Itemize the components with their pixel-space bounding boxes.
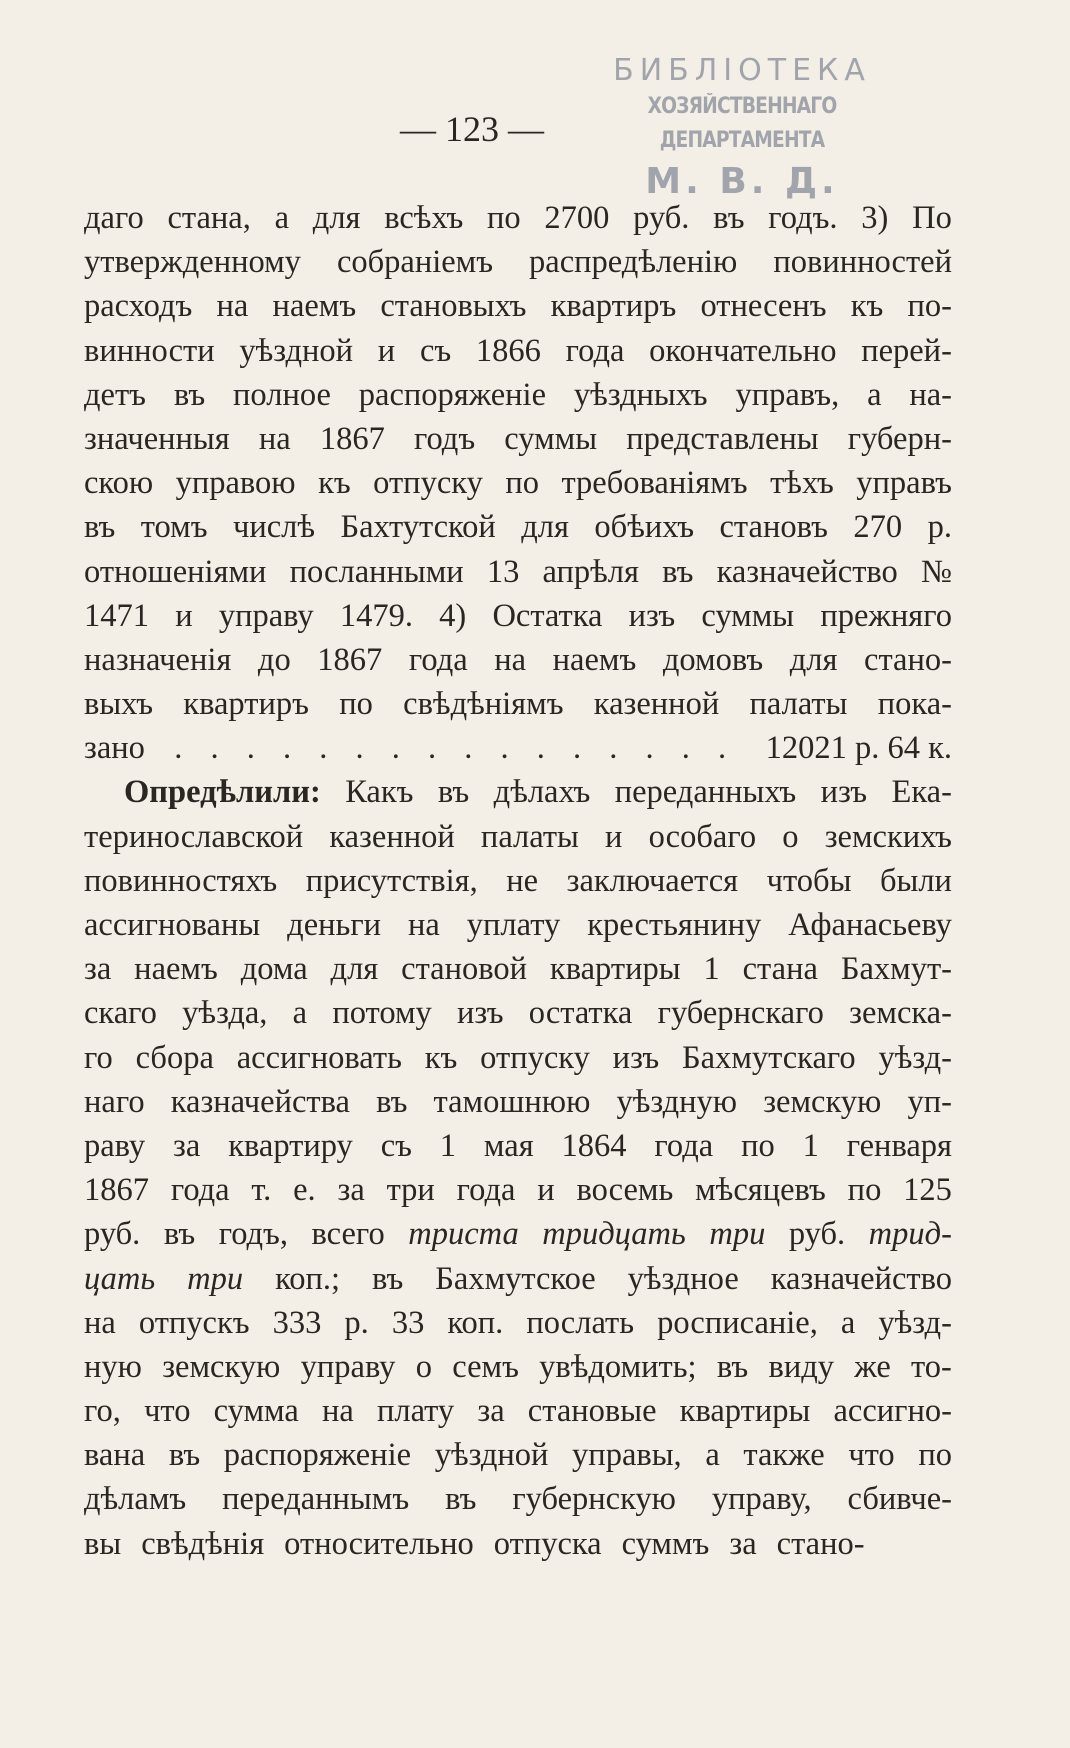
word: суммъ (621, 1525, 710, 1562)
word: 1867 (317, 641, 383, 678)
word: свѣдѣніямъ (403, 686, 564, 723)
word: полное (233, 376, 331, 413)
word: а (292, 995, 308, 1032)
word: винности (84, 332, 215, 369)
word: тридцать (542, 1216, 686, 1253)
word: года (408, 641, 468, 678)
word: что (848, 1437, 895, 1474)
word: изъ (820, 774, 868, 811)
word: на (258, 420, 291, 457)
word: уѣзда, (182, 995, 268, 1032)
text-line (84, 1522, 952, 1566)
word: заключается (566, 862, 739, 899)
word: палаты (480, 818, 579, 855)
word: 1471 (84, 597, 149, 634)
text-line (84, 550, 952, 594)
word: распоряженіе (358, 376, 547, 413)
word: е. (293, 1172, 316, 1209)
word: 1 (439, 1127, 457, 1164)
word: въ (163, 1216, 196, 1253)
word: въ (168, 1437, 201, 1474)
word: ассигно- (833, 1393, 952, 1430)
word: р. (927, 509, 952, 546)
word: тѣхъ (770, 465, 834, 502)
word: томъ (140, 509, 208, 546)
word: уплату (466, 907, 561, 943)
word: По (912, 200, 952, 236)
word: выхъ (84, 686, 153, 723)
word: генваря (846, 1127, 952, 1164)
word: раву (84, 1127, 146, 1164)
word: также (743, 1437, 825, 1474)
word: на (216, 288, 249, 325)
word: и (537, 1172, 555, 1209)
word: распредѣленію (529, 244, 738, 281)
word: вана (84, 1437, 146, 1474)
word: 1867 (84, 1172, 149, 1209)
word: свѣдѣнія (141, 1525, 265, 1562)
word: цать (84, 1260, 156, 1297)
word: 33 (391, 1304, 425, 1341)
text-line (84, 1257, 952, 1301)
word: семъ (452, 1348, 519, 1385)
word: уѣздную (616, 1083, 738, 1120)
word: утвержденному (84, 244, 301, 281)
text-line (84, 1477, 952, 1521)
text-line (84, 594, 952, 638)
word: съ (380, 1127, 412, 1164)
word: 1 (802, 1127, 819, 1164)
text-line (84, 1389, 952, 1433)
word: присутствія, (305, 862, 478, 899)
word: перей- (861, 332, 952, 369)
word: для (521, 509, 569, 546)
word: же (854, 1348, 891, 1385)
word: по (487, 200, 521, 236)
word: по (741, 1127, 775, 1164)
word: для (312, 200, 361, 236)
word: прежняго (820, 597, 952, 634)
word: 2700 (544, 200, 610, 236)
word: ассигнованы (84, 907, 261, 943)
word: три (187, 1260, 244, 1297)
word: становъ (719, 509, 828, 546)
word: Опредѣлили: (124, 774, 321, 811)
word: всего (311, 1216, 385, 1253)
word: годъ (413, 420, 476, 457)
word: казначейство (770, 1260, 952, 1297)
word: и (377, 332, 396, 369)
word: управою (175, 465, 296, 502)
word: окончательно (649, 332, 837, 369)
word: въ (84, 509, 116, 546)
word: р. (344, 1304, 369, 1341)
word: казенной (329, 818, 455, 855)
word: повинностяхъ (84, 862, 278, 899)
text-line (84, 1080, 952, 1124)
word: трид- (868, 1216, 952, 1253)
word: коп.; (275, 1260, 340, 1297)
word: коп. (447, 1304, 504, 1341)
text-line (84, 461, 952, 505)
text-line (84, 1345, 952, 1389)
word: увѣдомить; (539, 1348, 697, 1385)
word: 1 (703, 951, 720, 988)
word: на (494, 641, 527, 678)
word: Бахмутскаго (681, 1039, 856, 1076)
text-line (84, 417, 952, 461)
word: 12021 р. 64 к. (765, 730, 952, 767)
word: а (867, 376, 882, 413)
word: Афанасьеву (788, 907, 952, 943)
word: Бахтутской (340, 509, 496, 546)
word: 1479. (339, 597, 413, 634)
word: изъ (628, 597, 676, 634)
word: на (408, 907, 440, 943)
word: о (782, 818, 799, 855)
word: на (321, 1393, 354, 1430)
word: по (339, 686, 373, 723)
word: были (879, 862, 952, 899)
text-line (84, 329, 952, 373)
word: земскихъ (824, 818, 952, 855)
word: пока- (877, 686, 952, 723)
word: въ (173, 376, 206, 413)
word: отношеніями (84, 553, 267, 590)
word: уп- (907, 1083, 952, 1120)
word: мая (483, 1127, 534, 1164)
word: земскую (162, 1348, 281, 1385)
word: 1864 (561, 1127, 627, 1164)
word: т. (251, 1172, 272, 1209)
word: ную (84, 1348, 142, 1385)
word: 270 (853, 509, 903, 546)
word: года (170, 1172, 230, 1209)
word: дѣлахъ (493, 774, 591, 811)
word: для (330, 951, 379, 988)
word: суммы (504, 420, 598, 457)
word: обѣихъ (594, 509, 695, 546)
word: го (84, 1039, 113, 1076)
text-line (84, 638, 952, 682)
word: становые (527, 1393, 657, 1430)
word: уѣздныхъ (573, 376, 708, 413)
word: къ (850, 288, 884, 325)
word: въ (376, 1083, 408, 1120)
word: земска- (849, 995, 952, 1032)
word: управъ (856, 465, 952, 502)
word: Бахмутское (435, 1260, 596, 1297)
word: казенной (593, 686, 720, 723)
word: домовъ (662, 641, 764, 678)
word: триста (408, 1216, 519, 1253)
word: а (274, 200, 290, 236)
word: числѣ (233, 509, 316, 546)
word: чтобы (766, 862, 852, 899)
word: а (705, 1437, 720, 1474)
word: 1866 (475, 332, 541, 369)
word: всѣхъ (384, 200, 464, 236)
word: изъ (457, 995, 504, 1032)
word: отпускъ (138, 1304, 250, 1341)
word: уѣзд- (878, 1304, 952, 1341)
word: Какъ (345, 774, 414, 811)
text-line (84, 505, 952, 549)
text-line (84, 196, 952, 240)
word: и (605, 818, 623, 855)
word: наемъ (134, 951, 218, 988)
word: руб. (633, 200, 690, 236)
word: ассигновать (236, 1039, 402, 1076)
word: къ (318, 465, 351, 502)
word: стана (742, 951, 818, 988)
text-line (84, 1212, 952, 1256)
text-line (84, 947, 952, 991)
word: становой (401, 951, 528, 988)
word: назначенія (84, 641, 232, 678)
word: за (729, 1525, 757, 1562)
word: стано- (776, 1525, 865, 1562)
word: квартиръ (183, 686, 309, 723)
word: не (506, 862, 539, 899)
word: а (840, 1304, 856, 1341)
word: за (337, 1172, 365, 1209)
word: 1867 (319, 420, 385, 457)
stamp-line-3: М. В. Д. (645, 161, 839, 202)
word: въ (713, 200, 745, 236)
word: отнесенъ (700, 288, 827, 325)
word: земскую (763, 1083, 882, 1120)
word: тамошнюю (433, 1083, 591, 1120)
word: Бахмут- (840, 951, 952, 988)
word: значенныя (84, 420, 230, 457)
text-line (84, 682, 952, 726)
word: деньги (287, 907, 382, 943)
word: три (386, 1172, 435, 1209)
word: скаго (84, 995, 157, 1032)
text-line (84, 1301, 952, 1345)
word: управу, (711, 1481, 812, 1518)
word: по (505, 465, 539, 502)
word: апрѣля (542, 553, 639, 590)
word: теринославской (84, 818, 304, 855)
word: въ (662, 553, 694, 590)
word: стано- (864, 641, 952, 678)
word: дѣламъ (84, 1481, 187, 1518)
word: квартиру (228, 1127, 353, 1164)
word: распоряженіе (223, 1437, 412, 1474)
word: требованіямъ (561, 465, 748, 502)
word: № (920, 553, 952, 590)
text-line (84, 1124, 952, 1168)
word: въ (445, 1481, 477, 1518)
word: Ека- (891, 774, 952, 811)
word: къ (424, 1039, 458, 1076)
body-text (84, 196, 952, 1566)
word: за (84, 951, 112, 988)
word: по (847, 1172, 882, 1209)
word: крестьянину (587, 907, 762, 943)
word: квартиръ (550, 288, 677, 325)
word: наемъ (552, 641, 637, 678)
word: зано (84, 730, 145, 767)
word: виду (768, 1348, 835, 1385)
word: становыхъ (380, 288, 527, 325)
word: годъ, (218, 1216, 288, 1253)
word: за (477, 1393, 505, 1430)
word: представлены (626, 420, 819, 457)
word: повинностей (773, 244, 952, 281)
word: о (415, 1348, 432, 1385)
text-line (84, 903, 952, 947)
word: губернскаго (657, 995, 824, 1032)
word: руб. (788, 1216, 846, 1253)
page-number: — 123 — (400, 109, 544, 149)
word: до (257, 641, 291, 678)
text-line (84, 815, 952, 859)
library-stamp (572, 52, 912, 206)
word: детъ (84, 376, 146, 413)
word: собраніемъ (336, 244, 494, 281)
word: переданнымъ (222, 1481, 410, 1518)
word: дома (240, 951, 308, 988)
text-line (84, 726, 952, 770)
word: уѣздное (627, 1260, 739, 1297)
word: потому (332, 995, 432, 1032)
word: 3) (861, 200, 889, 236)
word: губернскую (512, 1481, 676, 1518)
word: года (654, 1127, 714, 1164)
word: сбора (135, 1039, 214, 1076)
word: что (144, 1393, 191, 1430)
word: въ (371, 1260, 404, 1297)
word: мѣсяцевъ (695, 1172, 826, 1209)
word: годъ. (768, 200, 838, 236)
word: управъ, (735, 376, 840, 413)
word: скою (84, 465, 154, 502)
word: за (173, 1127, 201, 1164)
word: переданныхъ (614, 774, 797, 811)
word: расходъ (84, 288, 193, 325)
word: на- (909, 376, 952, 413)
word: и (175, 597, 193, 634)
word: 4) (439, 597, 467, 634)
word: для (789, 641, 838, 678)
word: года (456, 1172, 516, 1209)
word: руб. (84, 1216, 141, 1253)
word: три (709, 1216, 766, 1253)
word: 13 (486, 553, 520, 590)
word: уѣздной (434, 1437, 549, 1474)
stamp-line-1: БИБЛІОТЕКА (613, 53, 871, 88)
word: го, (84, 1393, 121, 1430)
word: плату (376, 1393, 455, 1430)
text-line (84, 1433, 952, 1477)
word: губерн- (847, 420, 952, 457)
word: суммы (701, 597, 795, 634)
word: стана, (167, 200, 251, 236)
word: восемь (576, 1172, 674, 1209)
word: Остатка (492, 597, 603, 634)
word: росписаніе, (657, 1304, 818, 1341)
word: на (84, 1304, 116, 1341)
text-line (84, 1168, 952, 1212)
word: казначейства (170, 1083, 350, 1120)
word: уѣзд- (878, 1039, 952, 1076)
word: управы, (572, 1437, 682, 1474)
word: особаго (648, 818, 757, 855)
word: казначейство (716, 553, 898, 590)
word: наго (84, 1083, 145, 1120)
word: . . . . . . . . . . . . . . . . (174, 730, 737, 767)
text-line (84, 1036, 952, 1080)
word: палаты (749, 686, 848, 723)
word: то- (911, 1348, 952, 1385)
text-line (84, 770, 952, 814)
word: 333 (272, 1304, 322, 1341)
word: по- (907, 288, 952, 325)
word: въ (716, 1348, 749, 1385)
word: относительно (284, 1525, 474, 1562)
word: съ (419, 332, 452, 369)
word: даго (84, 200, 144, 236)
word: управу (300, 1348, 396, 1385)
word: вы (84, 1525, 122, 1562)
word: управу (218, 597, 314, 634)
text-line (84, 991, 952, 1035)
text-line (84, 240, 952, 284)
text-line (84, 373, 952, 417)
word: послать (526, 1304, 635, 1341)
word: уѣздной (239, 332, 354, 369)
text-line (84, 859, 952, 903)
stamp-line-2: ХОЗЯЙСТВЕННАГО ДЕПАРТАМЕНТА (647, 94, 837, 153)
word: квартиры (679, 1393, 811, 1430)
word: отпуска (493, 1525, 602, 1562)
word: сумма (213, 1393, 299, 1430)
word: въ (437, 774, 470, 811)
word: наемъ (272, 288, 357, 325)
text-line (84, 284, 952, 328)
word: отпуску (480, 1039, 590, 1076)
word: квартиры (549, 951, 681, 988)
word: посланными (289, 553, 464, 590)
word: года (565, 332, 625, 369)
word: 125 (903, 1172, 952, 1209)
word: остатка (528, 995, 633, 1032)
word: по (918, 1437, 952, 1474)
word: сбивче- (847, 1481, 952, 1518)
word: изъ (612, 1039, 660, 1076)
word: отпуску (373, 465, 483, 502)
